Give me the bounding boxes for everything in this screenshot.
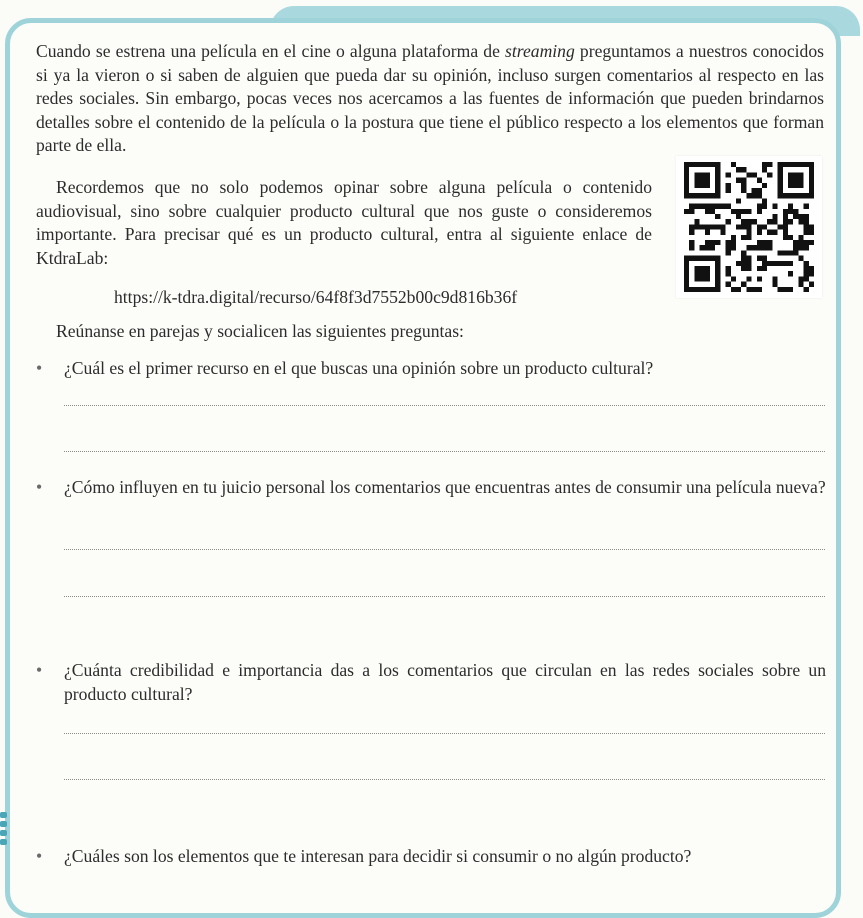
question-text: ¿Cuál es el primer recurso en el que buscas una opinión sobre un producto cultural? <box>64 358 654 378</box>
answer-line[interactable] <box>64 733 825 734</box>
answer-line[interactable] <box>64 451 825 452</box>
question-text: ¿Cómo influyen en tu juicio personal los comentarios que encuentras antes de consumir una película nueva? <box>64 477 826 497</box>
qr-code-icon[interactable] <box>676 156 822 298</box>
answer-line[interactable] <box>64 549 825 550</box>
question-text: ¿Cuánta credibilidad e importancia das a los comentarios que circulan en las redes sociales sobre un producto cultural? <box>64 660 826 704</box>
question-item <box>36 357 826 381</box>
answer-line[interactable] <box>64 779 825 780</box>
page-edge-marks <box>0 812 8 852</box>
question-item <box>36 476 826 500</box>
cultural-product-paragraph: Recordemos que no solo podemos opinar sobre alguna película o contenido audiovisual, sino sobre cualquier producto cultural que nos guste o consideremos importante. Para precisar qué es un producto cultural, entra al siguiente enlace de KtdraLab: <box>36 177 652 268</box>
bullet-icon: • <box>36 477 43 497</box>
streaming-emphasis: streaming <box>505 41 575 61</box>
answer-line[interactable] <box>64 405 825 406</box>
intro-paragraph: Cuando se estrena una película en el cine o alguna plataforma de streaming preguntamos a nuestros conocidos si ya la vieron o si saben de alguien que pueda dar su opinión, incluso surgen comentarios al respecto en las redes sociales. Sin embargo, pocas veces nos acercamos a las fuentes de información que pueden brindarnos detalles sobre el contenido de la película o la postura que tiene el público respecto a los elementos que forman parte de ella. <box>36 41 824 156</box>
bullet-icon: • <box>36 660 43 680</box>
resource-link[interactable]: https://k-tdra.digital/recurso/64f8f3d7552b00c9d816b36f <box>114 287 518 307</box>
bullet-icon: • <box>36 358 43 378</box>
question-item <box>36 845 826 869</box>
question-text: ¿Cuáles son los elementos que te interesan para decidir si consumir o no algún producto? <box>64 846 692 866</box>
bullet-icon: • <box>36 846 43 866</box>
instruction-text: Reúnanse en parejas y socialicen las siguientes preguntas: <box>56 321 464 341</box>
answer-line[interactable] <box>64 596 825 597</box>
question-item <box>36 659 826 706</box>
